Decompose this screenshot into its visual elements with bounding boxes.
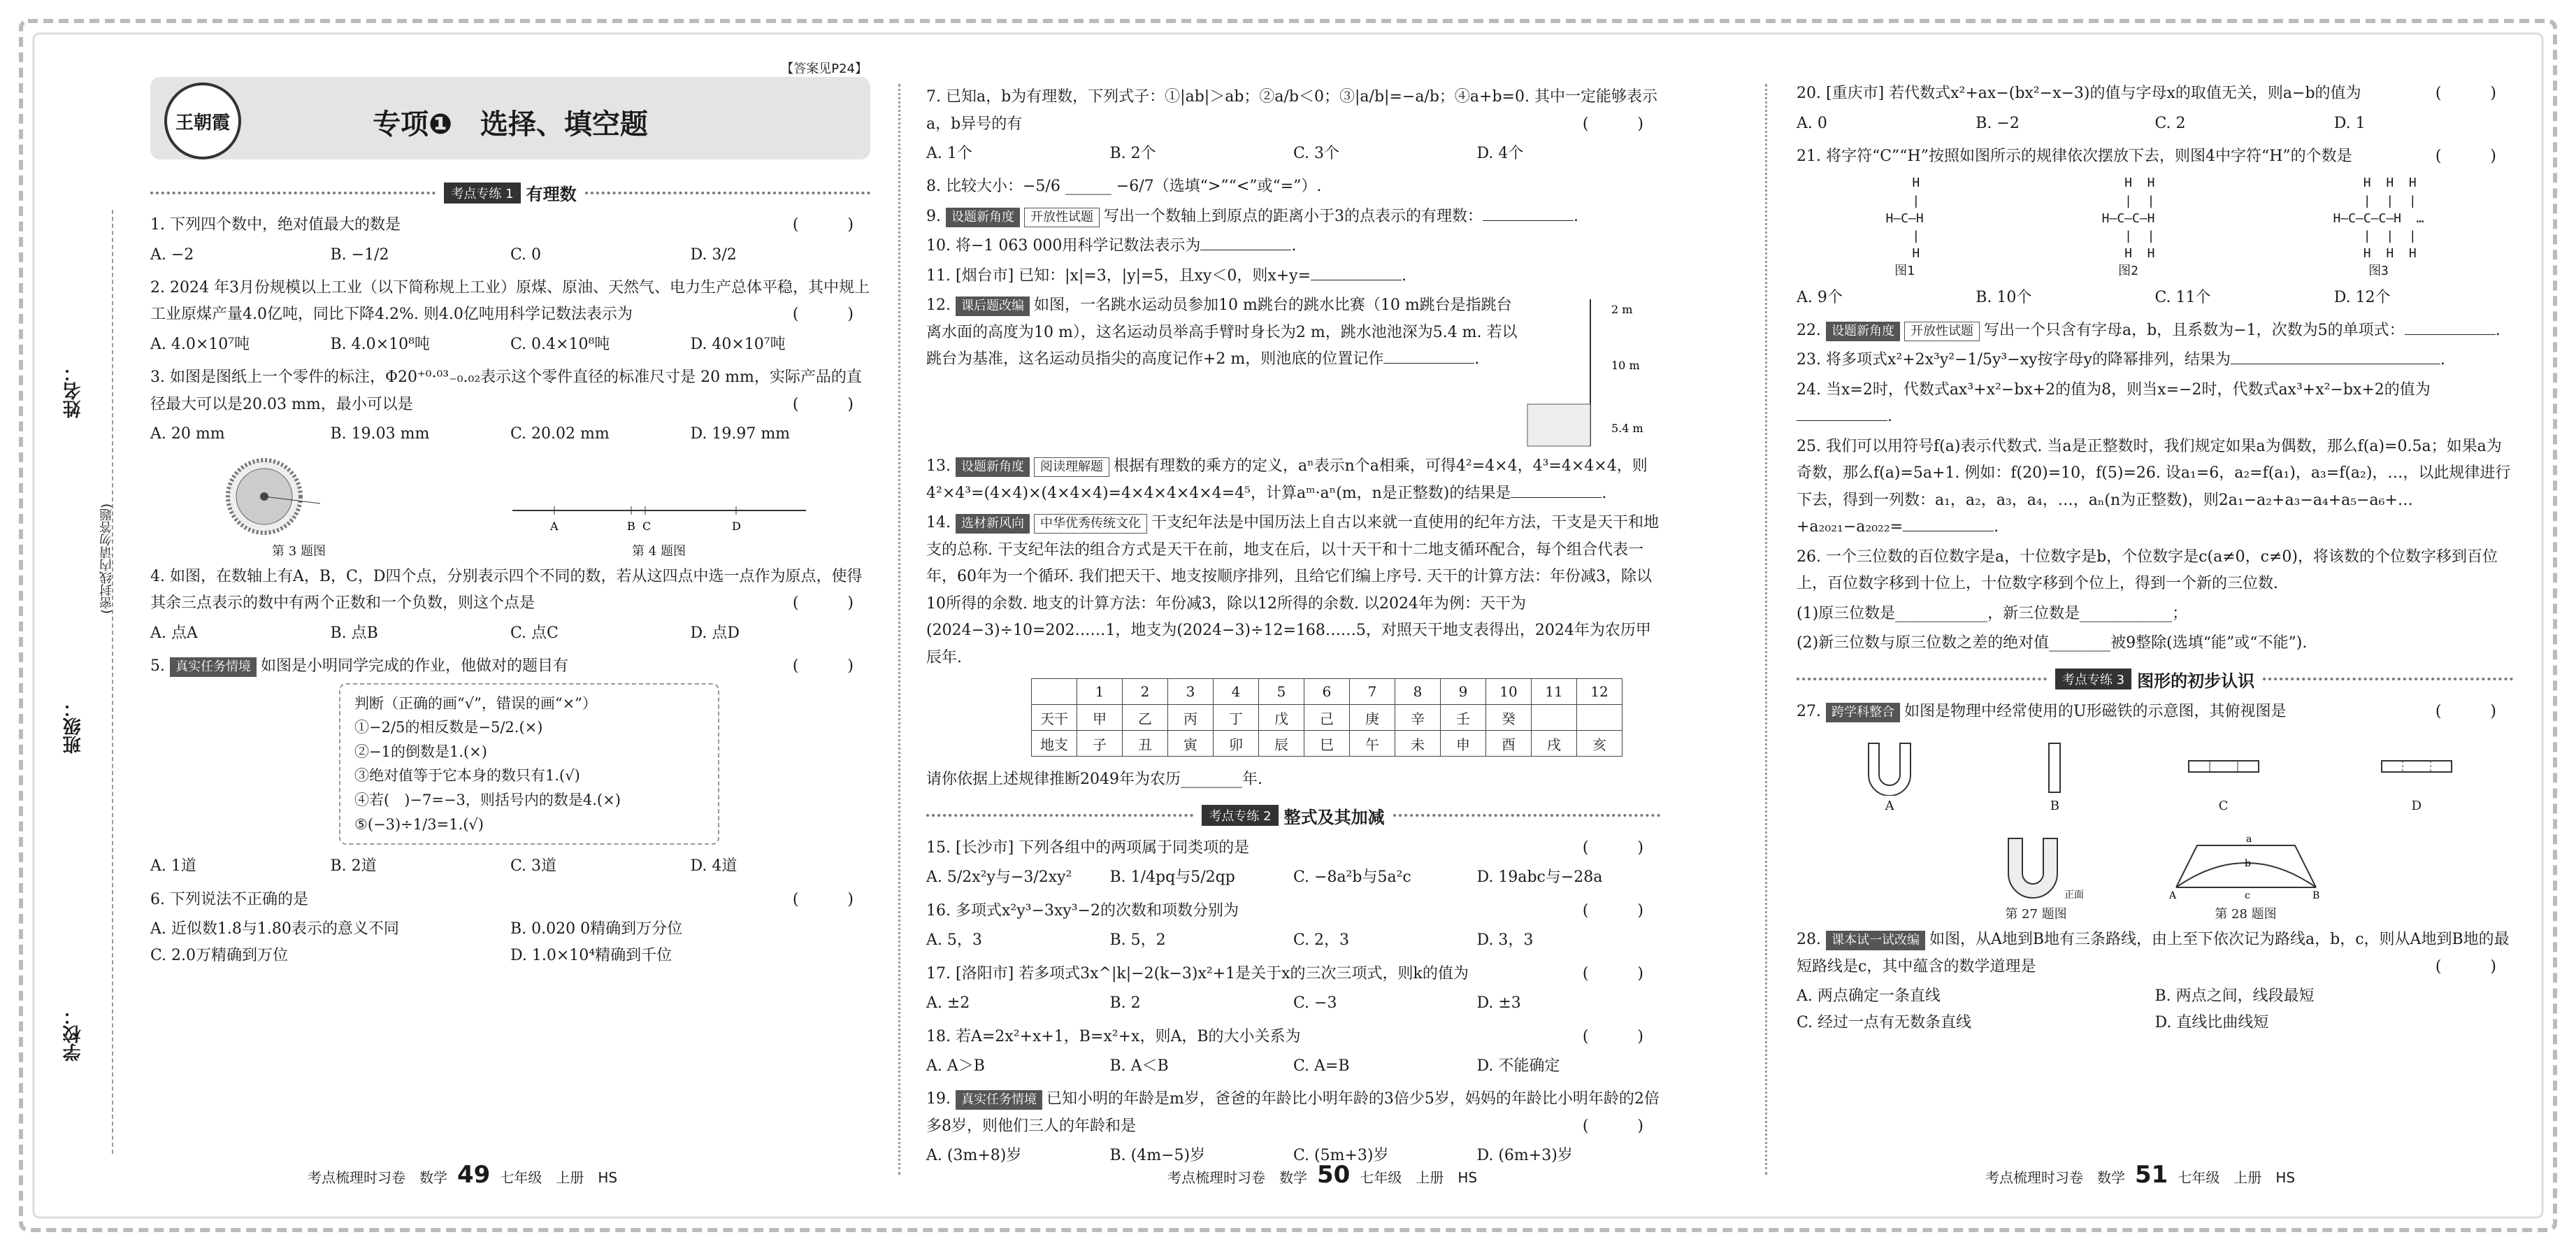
figure-3: H H H | | | H—C—C—C—H … | | | H H H 图3 — [2333, 176, 2424, 279]
column-divider — [1765, 84, 1767, 1175]
question-4-options: A. 点A B. 点B C. 点C D. 点D — [150, 624, 740, 642]
svg-text:A: A — [2168, 890, 2176, 902]
figure-3-caption: 第 3 题图 — [272, 543, 326, 559]
figures-27-28 — [1797, 817, 2513, 922]
question-22: 22. 设题新角度 开放性试题 写出一个只含有字母a，b，且系数为−1，次数为5的单项式： . — [1797, 317, 2513, 345]
question-21-options: A. 9个 B. 10个 C. 11个 D. 12个 — [1797, 288, 2391, 306]
figures-3-4 — [150, 455, 870, 559]
question-8: 8. 比较大小：−5/6 ______ −6/7（选填“>”“<”或“=”）. — [926, 178, 1322, 196]
question-16-options: A. 5，3 B. 5，2 C. 2，3 D. 3，3 — [926, 931, 1534, 950]
question-20-options: A. 0 B. −2 C. 2 D. 1 — [1797, 114, 2366, 132]
question-18-options: A. A＞B B. A＜B C. A=B D. 不能确定 — [926, 1057, 1560, 1075]
question-20: ( ) 20. [重庆市] 若代数式x²+ax−(bx²−x−3)的值与字母x的取值无关，则a−b的值为 — [1797, 85, 2513, 102]
question-27: 27. 跨学科整合 如图是物理中经常使用的U形磁铁的示意图，其俯视图是 ( ) — [1797, 699, 2513, 726]
question-23: 23. 将多项式x²+2x³y²−1/5y³−xy按字母y的降幂排列，结果为 . — [1797, 351, 2445, 369]
question-4: 4. 如图，在数轴上有A，B，C，D四个点，分别表示四个不同的数，若从这四点中选一点作为原点，使得其余三点表示的数中有两个正数和一个负数，则这个点是 ( ) — [150, 567, 870, 613]
page-title: 专项❶ 选择、填空题 — [373, 108, 648, 141]
question-5: 5. 真实任务情境 如图是小明同学完成的作业，他做对的题目有 ( ) — [150, 653, 870, 680]
question-24: 24. 当x=2时，代数式ax³+x²−bx+2的值为8，则当x=−2时，代数式ax³+x²−bx+2的值为. — [1797, 380, 2431, 426]
section-label: 考点专练 1 — [444, 183, 520, 203]
page-number: 51 — [2135, 1161, 2168, 1189]
point-d-label: D — [731, 519, 741, 533]
class-label: 班级： — [63, 699, 84, 754]
question-28: 28. 课本试一试改编 如图，从A地到B地有三条路线，由上至下依次记为路线a，b，c，则从A地到B地的最短路线是c，其中蕴含的数学道理是 ( ) — [1797, 931, 2513, 975]
question-11: 11. [烟台市] 已知：|x|=3，|y|=5，且xy＜0，则x+y= . — [926, 266, 1407, 285]
question-15-options: A. 5/2x²y与−3/2xy² B. 1/4pq与5/2qp C. −8a²b与5a²c D. 19abc与−28a — [926, 868, 1603, 887]
question-26-part-1: (1)原三位数是____________，新三位数是____________； — [1797, 604, 2188, 622]
footer-page-50: 考点梳理时习卷 数学 50 七年级 上册 HS — [1167, 1161, 1478, 1189]
school-label: 学校： — [63, 1007, 84, 1061]
point-b-label: B — [626, 519, 635, 533]
question-25: 25. 我们可以用符号f(a)表示代数式. 当a是正整数时，我们规定如果a为偶数，那么f(a)=0.5a；如果a为奇数，那么f(a)=5a+1. 例如：f(20)=10，f(5)=26. 设a₁=6，a₂=f(a₁)，a₃=f(a₂)，…，以此规律进行下去，得到一列数：a₁，a₂，a₃，a₄，…，aₙ(n为正整数)，则2a₁−a₂+a₃−a₄+a₅−a₆+…+a₂₀₂₁−a₂₀₂₂= . — [1797, 437, 2511, 536]
question-3: 3. 如图是图纸上一个零件的标注，Φ20⁺⁰·⁰³₋₀.₀₂表示这个零件直径的标准尺寸是 20 mm，实际产品的直径最大可以是20.03 mm，最小可以是 ( ) — [150, 369, 870, 413]
question-14-end: 请你依据上述规律推断2049年为农历________年. — [926, 771, 1262, 789]
svg-text:c: c — [2244, 890, 2250, 902]
question-17: ( ) 17. [洛阳市] 若多项式3x^|k|−2(k−3)x²+1是关于x的三次三项式，则k的值为 — [926, 964, 1660, 982]
svg-text:b: b — [2244, 858, 2251, 870]
homework-box: 判断（正确的画“√”，错误的画“×”） ①−2/5的相反数是−5/2.(×) ②−1的倒数是1.(×) ③绝对值等于它本身的数只有1.(√) ④若( )−7=−3，则括号内的数是4.(×) ⑤(−3)÷1/3=1.(√) — [339, 683, 719, 845]
svg-text:10 m: 10 m — [1611, 359, 1640, 373]
point-a-label: A — [549, 519, 559, 533]
footer-page-51: 考点梳理时习卷 数学 51 七年级 上册 HS — [1985, 1161, 2296, 1189]
table-row: 天干 甲 乙 丙 丁 戊 己 庚 辛 壬 癸 — [1032, 705, 1622, 731]
question-19: 19. 真实任务情境 已知小明的年龄是m岁，爸爸的年龄比小明年龄的3倍少5岁，妈妈的年龄比小明年龄的2倍多8岁，则他们三人的年龄和是 ( ) — [926, 1090, 1660, 1135]
hydrocarbon-figures — [1797, 174, 2513, 280]
question-1-options: A. −2 B. −1/2 C. 0 D. 3/2 — [150, 245, 737, 264]
figure-4-caption: 第 4 题图 — [632, 543, 686, 559]
question-15: ( ) 15. [长沙市] 下列各组中的两项属于同类项的是 — [926, 838, 1660, 857]
page-number: 49 — [457, 1161, 491, 1189]
gear-part-diagram — [208, 455, 390, 538]
svg-text:B: B — [2312, 890, 2319, 902]
question-6-options: A. 近似数1.8与1.80表示的意义不同 B. 0.020 0精确到万分位 C. 2.0万精确到万位 D. 1.0×10⁴精确到千位 — [150, 920, 683, 964]
question-28-options: A. 两点确定一条直线 B. 两点之间，线段最短 C. 经过一点有无数条直线 D. 直线比曲线短 — [1797, 987, 2315, 1031]
logo-text: 王朝霞 — [175, 112, 230, 134]
question-26: 26. 一个三位数的百位数字是a，十位数字是b，个位数字是c(a≠0，c≠0)，将该数的个位数字移到百位上，百位数字移到十位上，十位数字移到个位上，得到一个新的三位数. — [1797, 548, 2498, 593]
title-banner — [150, 62, 870, 159]
question-7-options: A. 1个 B. 2个 C. 3个 D. 4个 — [926, 145, 1524, 162]
question-10: 10. 将−1 063 000用科学记数法表示为 . — [926, 237, 1297, 255]
section-header: 考点专练 3 图形的初步认识 — [1797, 667, 2513, 692]
page-49 — [150, 62, 870, 1182]
svg-text:正面: 正面 — [2064, 889, 2084, 901]
question-14: 14. 选材新风向 中华优秀传统文化 干支纪年法是中国历法上自古以来就一直使用的纪年方法，干支是天干和地支的总称. 干支纪年法的组合方式是天干在前，地支在后，以十天干和十二地支循环配合，每个组合代表一年，60年为一个循环. 我们把天干、地支按顺序排列，且给它们编上序号. 天干的计算方法：年份减3，除以10所得的余数. 地支的计算方法：年份减3，除以12所得的余数. 以2024年为例：天干为(2024−3)÷10=202……1，地支为(2024−3)÷12=168……5，对照天干地支表得出，2024年为农历甲辰年. — [926, 514, 1659, 666]
magnet-view-options — [1797, 729, 2513, 813]
question-13: 13. 设题新角度 阅读理解题 根据有理数的乘方的定义，aⁿ表示n个a相乘，可得4²=4×4，4³=4×4×4，则4²×4³=(4×4)×(4×4×4)=4×4×4×4×4=4⁵，计算aᵐ·aⁿ(m，n是正整数)的结果是 . — [926, 457, 1648, 502]
figure-1: H | H—C—H | H 图1 — [1885, 176, 1924, 279]
point-c-label: C — [642, 519, 651, 533]
question-2-options: A. 4.0×10⁷吨 B. 4.0×10⁸吨 C. 0.4×10⁸吨 D. 40×10⁷吨 — [150, 335, 786, 353]
svg-text:a: a — [2245, 834, 2252, 845]
footer-page-49: 考点梳理时习卷 数学 49 七年级 上册 HS — [308, 1161, 618, 1189]
question-6: ( ) 6. 下列说法不正确的是 — [150, 890, 870, 908]
svg-text:2 m: 2 m — [1611, 303, 1633, 317]
diving-diagram — [1520, 292, 1660, 453]
page-51 — [1797, 80, 2513, 1185]
question-26-part-2: (2)新三位数与原三位数之差的绝对值________被9整除(选填“能”或“不能”). — [1797, 634, 2308, 652]
figure-2: H H | | H—C—C—H | | H H 图2 — [2101, 176, 2155, 279]
table-row: 1 2 3 4 5 6 7 8 9 10 11 12 — [1032, 679, 1622, 705]
ganzhi-table — [1031, 678, 1622, 757]
option-b-figure: B — [2041, 740, 2068, 813]
column-divider — [898, 84, 900, 1175]
question-3-options: A. 20 mm B. 19.03 mm C. 20.02 mm D. 19.97 mm — [150, 425, 791, 443]
question-16: ( ) 16. 多项式x²y³−3xy³−2的次数和项数分别为 — [926, 901, 1660, 920]
seal-note: (密封线内请勿答题) — [99, 503, 114, 615]
question-17-options: A. ±2 B. 2 C. −3 D. ±3 — [926, 994, 1521, 1013]
section-header — [150, 180, 870, 205]
figure-27: 正面 第 27 题图 — [1987, 831, 2085, 922]
seal-line — [112, 210, 113, 1154]
section-header: 考点专练 2 整式及其加减 — [926, 803, 1660, 828]
question-12: 12. 课后题改编 如图，一名跳水运动员参加10 m跳台的跳水比赛（10 m跳台是指跳台离水面的高度为10 m），这名运动员举高手臂时身长为2 m，跳水池池深为5.4 m. 若以跳台为基准，这名运动员指尖的高度记作+2 m，则池底的位置记作 . 2 m 10 m 5.4 m — [926, 292, 1660, 453]
answer-reference: 【答案见P24】 — [781, 62, 868, 76]
page-50 — [926, 84, 1660, 1189]
figure-3 — [208, 455, 390, 559]
name-label: 姓名： — [63, 364, 84, 418]
question-9: 9. 设题新角度 开放性试题 写出一个数轴上到原点的距离小于3的点表示的有理数： . — [926, 203, 1660, 231]
table-row: 地支 子 丑 寅 卯 辰 巳 午 未 申 酉 戌 亥 — [1032, 731, 1622, 757]
question-7: 7. 已知a，b为有理数，下列式子：①|ab|＞ab；②a/b＜0；③|a/b|=−a/b；④a+b=0. 其中一定能够表示a，b异号的有 ( ) — [926, 88, 1660, 133]
figure-28: a b c A B 第 28 题图 — [2168, 834, 2319, 922]
figure-4 — [505, 496, 813, 559]
question-2: 2. 2024 年3月份规模以上工业（以下简称规上工业）原煤、原油、天然气、电力生产总体平稳，其中规上工业原煤产量4.0亿吨，同比下降4.2%. 则4.0亿吨用科学记数法表示为 ( ) — [150, 278, 870, 324]
question-21: ( ) 21. 将字符“C”“H”按照如图所示的规律依次摆放下去，则图4中字符“H”的个数是 — [1797, 147, 2513, 165]
question-5-options: A. 1道 B. 2道 C. 3道 D. 4道 — [150, 857, 737, 875]
option-a-figure: A — [1855, 740, 1924, 813]
question-18: ( ) 18. 若A=2x²+x+1，B=x²+x，则A，B的大小关系为 — [926, 1027, 1660, 1045]
question-19-options: A. (3m+8)岁 B. (4m−5)岁 C. (5m+3)岁 D. (6m+3)岁 — [926, 1147, 1573, 1165]
number-line-diagram — [505, 496, 813, 538]
svg-text:5.4 m: 5.4 m — [1611, 422, 1643, 436]
page-number: 50 — [1317, 1161, 1351, 1189]
option-d-figure: D — [2378, 740, 2455, 813]
option-c-figure: C — [2185, 740, 2262, 813]
section-title: 有理数 — [526, 185, 577, 204]
question-1: ( ) 1. 下列四个数中，绝对值最大的数是 — [150, 216, 870, 234]
tag-real-task: 真实任务情境 — [170, 657, 257, 677]
